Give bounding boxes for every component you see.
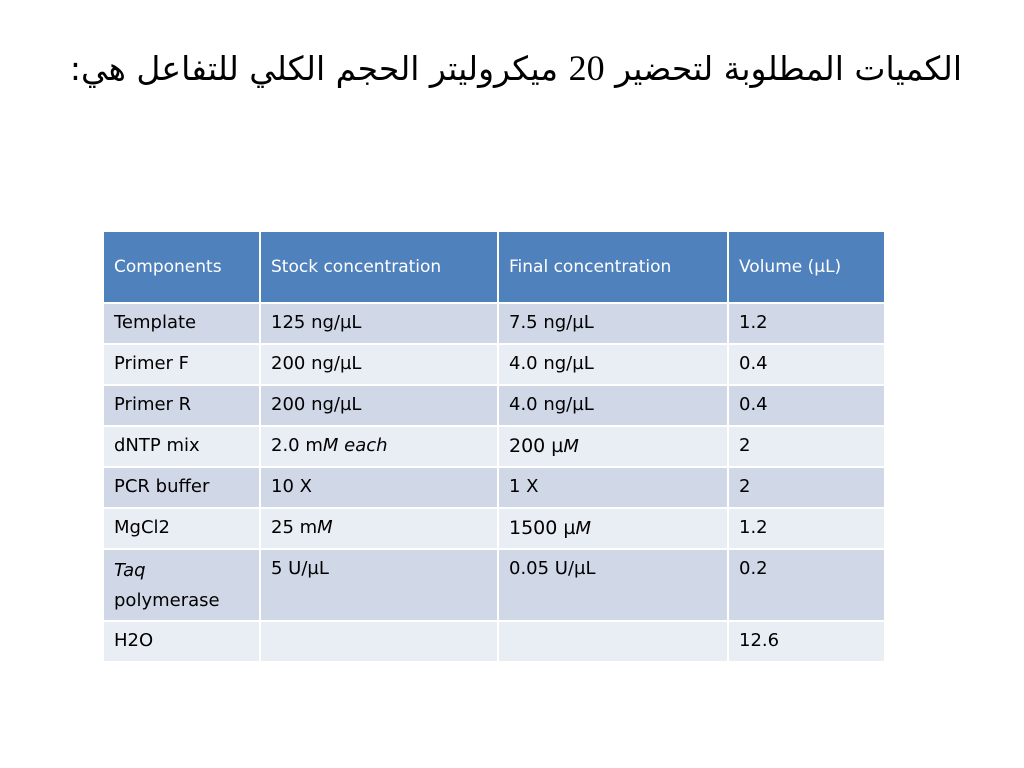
stock-number: 2.0 m bbox=[271, 435, 323, 456]
cell-stock: 200 ng/µL bbox=[260, 385, 498, 426]
cell-component: Primer R bbox=[103, 385, 260, 426]
component-rest: polymerase bbox=[114, 590, 220, 611]
table-row bbox=[103, 426, 885, 467]
table-row bbox=[103, 303, 885, 344]
cell-stock bbox=[260, 621, 498, 662]
stock-number: 25 m bbox=[271, 517, 318, 538]
title-part2: ميكروليتر الحجم الكلي للتفاعل هي: bbox=[69, 49, 559, 88]
slide-title bbox=[62, 38, 962, 99]
cell-volume: 0.4 bbox=[728, 385, 885, 426]
header-final-concentration: Final concentration bbox=[498, 231, 728, 303]
final-number: 1500 µ bbox=[509, 517, 576, 539]
cell-component: Template bbox=[103, 303, 260, 344]
stock-unit: M bbox=[322, 435, 339, 456]
table-row bbox=[103, 344, 885, 385]
header-stock-concentration: Stock concentration bbox=[260, 231, 498, 303]
cell-stock bbox=[260, 508, 498, 549]
cell-final bbox=[498, 621, 728, 662]
title-part1: الكميات المطلوبة لتحضير bbox=[615, 49, 962, 88]
cell-volume: 1.2 bbox=[728, 303, 885, 344]
cell-component: dNTP mix bbox=[103, 426, 260, 467]
header-components: Components bbox=[103, 231, 260, 303]
cell-volume: 2 bbox=[728, 467, 885, 508]
table-row bbox=[103, 549, 885, 621]
header-volume: Volume (µL) bbox=[728, 231, 885, 303]
cell-stock: 5 U/µL bbox=[260, 549, 498, 621]
cell-component bbox=[103, 549, 260, 621]
cell-volume: 1.2 bbox=[728, 508, 885, 549]
cell-stock: 200 ng/µL bbox=[260, 344, 498, 385]
cell-component: H2O bbox=[103, 621, 260, 662]
cell-final: 4.0 ng/µL bbox=[498, 344, 728, 385]
cell-final bbox=[498, 426, 728, 467]
pcr-components-table bbox=[102, 230, 886, 663]
cell-volume: 2 bbox=[728, 426, 885, 467]
final-number: 200 µ bbox=[509, 435, 564, 457]
stock-unit: M bbox=[317, 517, 333, 538]
table-row bbox=[103, 621, 885, 662]
final-unit: M bbox=[563, 436, 579, 457]
cell-final: 7.5 ng/µL bbox=[498, 303, 728, 344]
cell-stock: 10 X bbox=[260, 467, 498, 508]
title-number: 20 bbox=[568, 48, 605, 88]
table-header-row bbox=[103, 231, 885, 303]
final-unit: M bbox=[575, 518, 592, 539]
cell-volume: 0.2 bbox=[728, 549, 885, 621]
table-row bbox=[103, 385, 885, 426]
cell-volume: 0.4 bbox=[728, 344, 885, 385]
cell-component: PCR buffer bbox=[103, 467, 260, 508]
component-italic: Taq bbox=[114, 560, 146, 581]
cell-stock bbox=[260, 426, 498, 467]
cell-component: Primer F bbox=[103, 344, 260, 385]
table-row bbox=[103, 467, 885, 508]
cell-final bbox=[498, 508, 728, 549]
cell-volume: 12.6 bbox=[728, 621, 885, 662]
cell-stock: 125 ng/µL bbox=[260, 303, 498, 344]
cell-final: 4.0 ng/µL bbox=[498, 385, 728, 426]
cell-final: 1 X bbox=[498, 467, 728, 508]
table-row bbox=[103, 508, 885, 549]
stock-suffix: each bbox=[338, 435, 388, 456]
cell-final: 0.05 U/µL bbox=[498, 549, 728, 621]
cell-component: MgCl2 bbox=[103, 508, 260, 549]
